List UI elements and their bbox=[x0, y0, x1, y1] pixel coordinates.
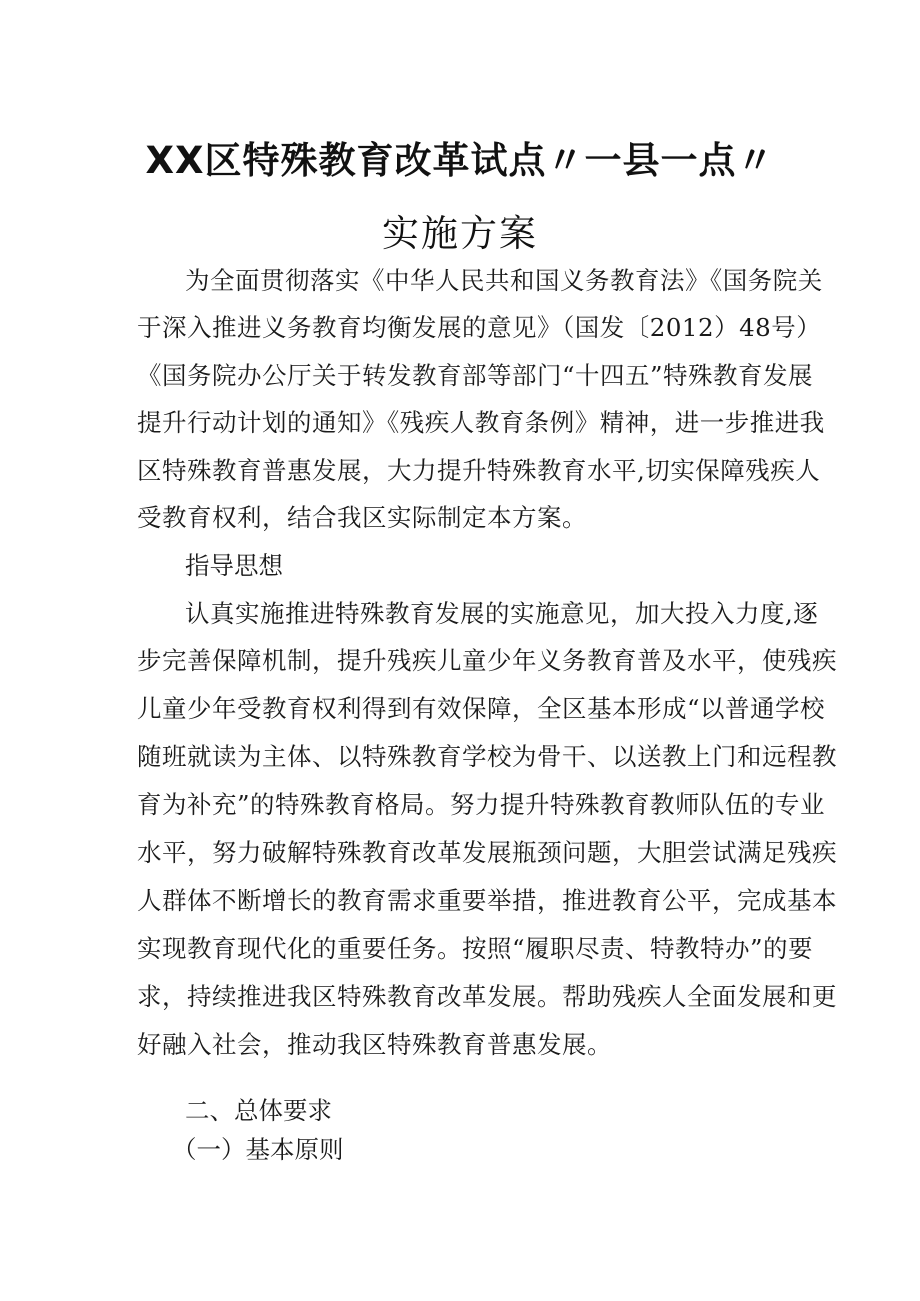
intro-line: 为全面贯彻落实《中华人民共和国义务教育法》《国务院关 bbox=[185, 266, 823, 295]
section1-line: 好融入社会，推动我区特殊教育普惠发展。 bbox=[137, 1030, 612, 1059]
section1-line: 随班就读为主体、以特殊教育学校为骨干、以送教上门和远程教 bbox=[137, 742, 837, 771]
subsection-heading-basic-principles: （一）基本原则 bbox=[172, 1135, 344, 1164]
section1-line: 人群体不断增长的教育需求重要举措，推进教育公平，完成基本 bbox=[137, 886, 837, 915]
section1-line: 认真实施推进特殊教育发展的实施意见，加大投入力度,逐 bbox=[185, 599, 819, 628]
section1-line: 育为补充”的特殊教育格局。努力提升特殊教育教师队伍的专业 bbox=[137, 790, 826, 819]
section1-line: 水平，努力破解特殊教育改革发展瓶颈问题，大胆尝试满足残疾 bbox=[137, 838, 837, 867]
intro-line: 区特殊教育普惠发展，大力提升特殊教育水平,切实保障残疾人 bbox=[137, 456, 821, 485]
intro-line: 提升行动计划的通知》《残疾人教育条例》精神，进一步推进我 bbox=[137, 408, 825, 437]
section1-line: 儿童少年受教育权利得到有效保障，全区基本形成“以普通学校 bbox=[137, 694, 826, 723]
document-title-line-1: XX区特殊教育改革试点〃一县一点〃 bbox=[145, 139, 775, 182]
intro-line: 于深入推进义务教育均衡发展的意见》（国发〔2012）48号） bbox=[137, 313, 822, 342]
document-title-line-2: 实施方案 bbox=[382, 212, 538, 255]
section1-line: 实现教育现代化的重要任务。按照“履职尽责、特教特办”的要 bbox=[137, 934, 814, 963]
intro-line: 受教育权利，结合我区实际制定本方案。 bbox=[137, 503, 587, 532]
section1-line: 步完善保障机制，提升残疾儿童少年义务教育普及水平，使残疾 bbox=[137, 646, 837, 675]
intro-line: 《国务院办公厅关于转发教育部等部门“十四五”特殊教育发展 bbox=[137, 361, 814, 390]
section1-line: 求，持续推进我区特殊教育改革发展。帮助残疾人全面发展和更 bbox=[137, 982, 837, 1011]
section-heading-guiding-ideology: 指导思想 bbox=[185, 551, 283, 580]
section-heading-overall-requirements: 二、总体要求 bbox=[185, 1096, 332, 1125]
